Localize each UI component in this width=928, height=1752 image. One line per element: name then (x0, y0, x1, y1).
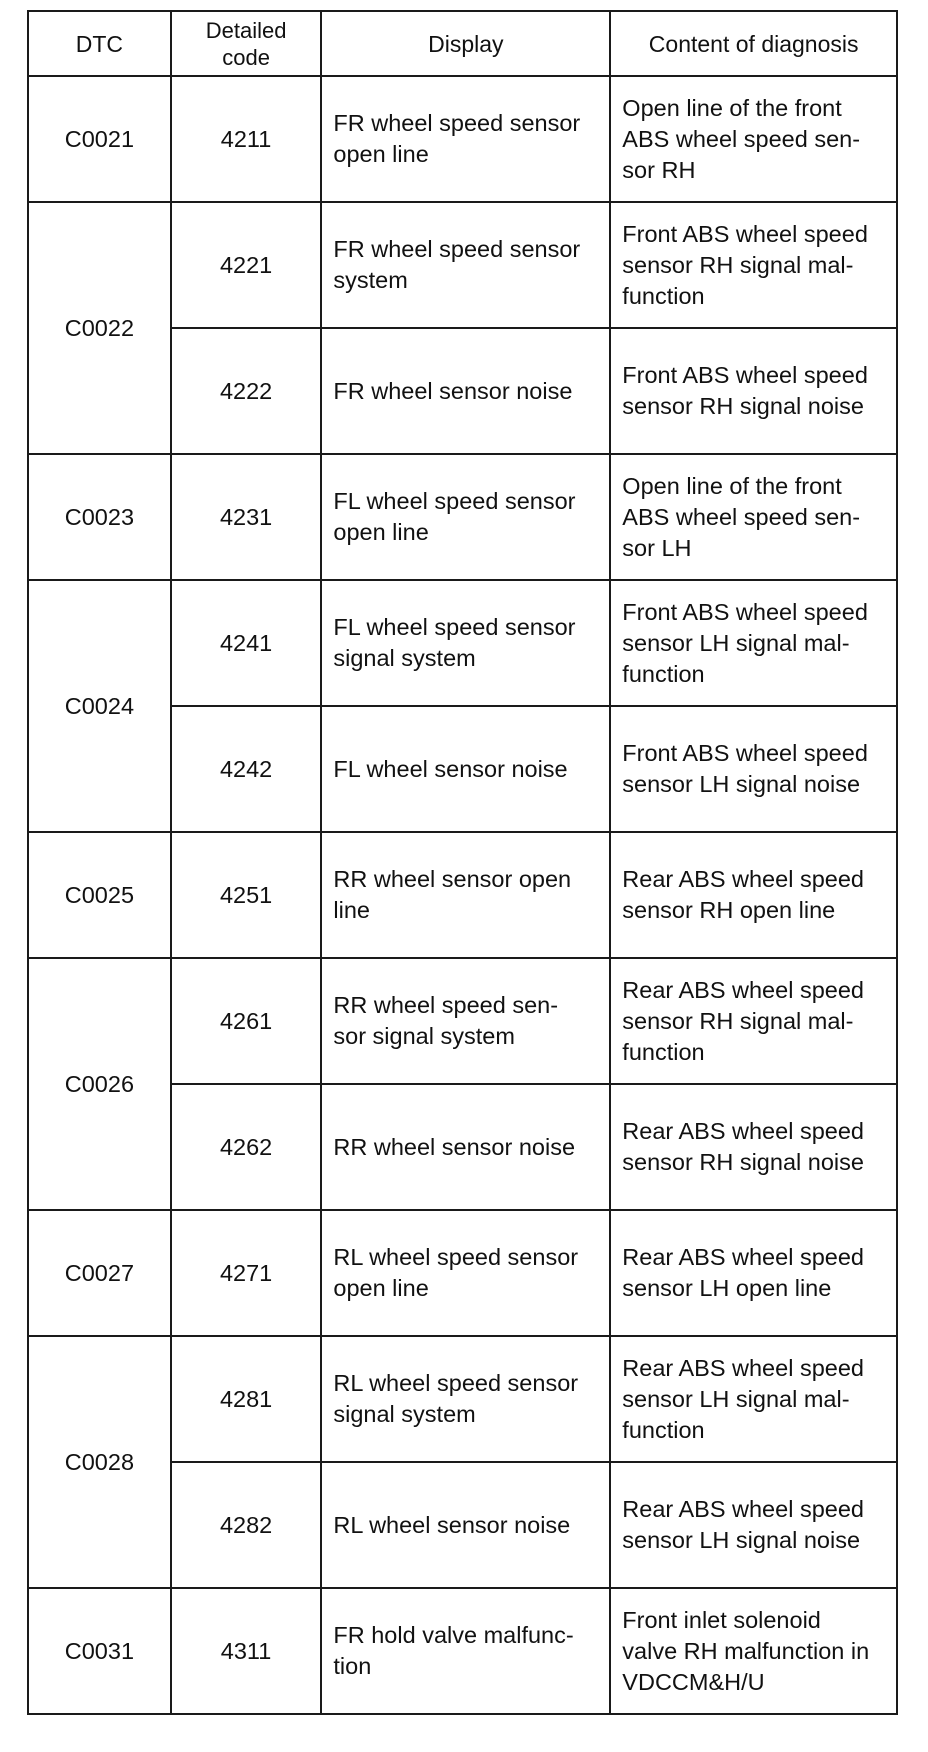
dtc-cell: C0031 (28, 1588, 171, 1714)
detailed-code-cell: 4281 (171, 1336, 322, 1462)
detailed-code-cell: 4251 (171, 832, 322, 958)
detailed-code-cell: 4211 (171, 76, 322, 202)
detailed-code-cell: 4221 (171, 202, 322, 328)
display-cell (321, 832, 610, 958)
display-line: system (333, 267, 408, 293)
diagnosis-line: Rear ABS wheel speed (622, 1244, 864, 1270)
detailed-code-cell: 4262 (171, 1084, 322, 1210)
display-cell (321, 328, 610, 454)
diagnosis-line: function (622, 282, 705, 309)
diagnosis-line: sensor RH signal mal- (622, 251, 854, 278)
header-detailed-code-line2: code (222, 44, 270, 70)
diagnosis-line: Front ABS wheel speed (622, 740, 868, 766)
dtc-cell: C0025 (28, 832, 171, 958)
display-cell (321, 454, 610, 580)
display-line: RR wheel sensor noise (333, 1133, 576, 1160)
header-detailed-code-line1: Detailed (205, 17, 287, 43)
diagnosis-line: Rear ABS wheel speed (622, 866, 864, 892)
content-of-diagnosis-cell (610, 454, 897, 580)
diagnosis-line: VDCCM&H/U (622, 1668, 765, 1695)
display-cell (321, 958, 610, 1084)
content-of-diagnosis-cell (610, 1336, 897, 1462)
display-line: FR wheel speed sensor (333, 110, 581, 136)
diagnosis-line: sor RH (622, 156, 696, 183)
content-of-diagnosis-cell (610, 1210, 897, 1336)
display-line: FL wheel speed sensor (333, 614, 576, 640)
display-cell (321, 76, 610, 202)
display-line: RL wheel speed sensor (333, 1370, 579, 1396)
display-line: open line (333, 1275, 429, 1301)
display-line: RR wheel sensor open (333, 866, 572, 892)
table-header (28, 11, 897, 76)
dtc-table (27, 10, 898, 1715)
content-of-diagnosis-cell (610, 202, 897, 328)
diagnosis-line: Rear ABS wheel speed (622, 1354, 864, 1381)
display-line: RL wheel speed sensor (333, 1244, 579, 1270)
content-of-diagnosis-cell (610, 1462, 897, 1588)
display-cell (321, 1588, 610, 1714)
diagnosis-line: ABS wheel speed sen- (622, 125, 861, 152)
table-body (28, 76, 897, 1714)
diagnosis-line: Rear ABS wheel speed (622, 1496, 864, 1522)
display-line: open line (333, 141, 429, 167)
header-detailed-code (171, 11, 322, 76)
content-of-diagnosis-cell (610, 1588, 897, 1714)
display-line: signal system (333, 645, 476, 671)
diagnosis-line: sensor RH signal mal- (622, 1007, 854, 1034)
table-row (28, 1588, 897, 1714)
diagnosis-line: function (622, 660, 705, 687)
table-row (28, 1336, 897, 1462)
diagnosis-line: ABS wheel speed sen- (622, 503, 861, 530)
dtc-cell: C0027 (28, 1210, 171, 1336)
diagnosis-line: Rear ABS wheel speed (622, 976, 864, 1003)
diagnosis-line: Front ABS wheel speed (622, 220, 868, 247)
table-row (28, 832, 897, 958)
table-row (28, 1210, 897, 1336)
diagnosis-line: sensor LH open line (622, 1275, 832, 1301)
display-line: open line (333, 519, 429, 545)
diagnosis-line: valve RH malfunction in (622, 1637, 870, 1664)
display-line: signal system (333, 1401, 476, 1427)
table-row (28, 76, 897, 202)
dtc-cell: C0022 (28, 202, 171, 454)
diagnosis-line: Open line of the front (622, 94, 842, 121)
diagnosis-line: Front ABS wheel speed (622, 362, 868, 388)
display-line: line (333, 897, 370, 923)
diagnosis-line: sensor LH signal noise (622, 1527, 861, 1553)
display-line: RR wheel speed sen- (333, 992, 559, 1018)
table-row (28, 454, 897, 580)
display-line: tion (333, 1653, 372, 1679)
content-of-diagnosis-cell (610, 706, 897, 832)
table-row (28, 958, 897, 1084)
dtc-cell: C0026 (28, 958, 171, 1210)
diagnosis-line: sor LH (622, 534, 692, 561)
content-of-diagnosis-cell (610, 958, 897, 1084)
display-cell (321, 706, 610, 832)
display-line: RL wheel sensor noise (333, 1511, 571, 1538)
header-dtc: DTC (28, 11, 171, 76)
display-line: FR hold valve malfunc- (333, 1622, 574, 1648)
dtc-cell: C0021 (28, 76, 171, 202)
diagnosis-line: Front inlet solenoid (622, 1606, 821, 1633)
detailed-code-cell: 4241 (171, 580, 322, 706)
display-cell (321, 1462, 610, 1588)
display-line: FR wheel sensor noise (333, 377, 573, 404)
display-cell (321, 1336, 610, 1462)
detailed-code-cell: 4282 (171, 1462, 322, 1588)
display-cell (321, 202, 610, 328)
detailed-code-cell: 4271 (171, 1210, 322, 1336)
content-of-diagnosis-cell (610, 1084, 897, 1210)
header-content-of-diagnosis: Content of diagnosis (610, 11, 897, 76)
diagnosis-line: sensor LH signal mal- (622, 629, 850, 656)
diagnosis-line: sensor RH signal noise (622, 1149, 864, 1175)
display-cell (321, 1084, 610, 1210)
detailed-code-cell: 4231 (171, 454, 322, 580)
header-row (28, 11, 897, 76)
table-row (28, 580, 897, 706)
diagnosis-line: function (622, 1416, 705, 1443)
display-line: FR wheel speed sensor (333, 236, 581, 262)
content-of-diagnosis-cell (610, 832, 897, 958)
content-of-diagnosis-cell (610, 328, 897, 454)
display-line: sor signal system (333, 1023, 515, 1049)
detailed-code-cell: 4261 (171, 958, 322, 1084)
diagnosis-line: sensor RH signal noise (622, 393, 864, 419)
diagnosis-line: function (622, 1038, 705, 1065)
diagnosis-line: Open line of the front (622, 472, 842, 499)
diagnosis-line: Rear ABS wheel speed (622, 1118, 864, 1144)
table-row (28, 202, 897, 328)
content-of-diagnosis-cell (610, 580, 897, 706)
detailed-code-cell: 4242 (171, 706, 322, 832)
dtc-cell: C0028 (28, 1336, 171, 1588)
diagnosis-line: Front ABS wheel speed (622, 598, 868, 625)
dtc-cell: C0024 (28, 580, 171, 832)
display-line: FL wheel speed sensor (333, 488, 576, 514)
content-of-diagnosis-cell (610, 76, 897, 202)
display-line: FL wheel sensor noise (333, 755, 568, 782)
display-cell (321, 1210, 610, 1336)
diagnosis-line: sensor RH open line (622, 897, 836, 923)
header-display: Display (321, 11, 610, 76)
diagnosis-line: sensor LH signal mal- (622, 1385, 850, 1412)
diagnosis-line: sensor LH signal noise (622, 771, 861, 797)
display-cell (321, 580, 610, 706)
detailed-code-cell: 4311 (171, 1588, 322, 1714)
dtc-cell: C0023 (28, 454, 171, 580)
detailed-code-cell: 4222 (171, 328, 322, 454)
